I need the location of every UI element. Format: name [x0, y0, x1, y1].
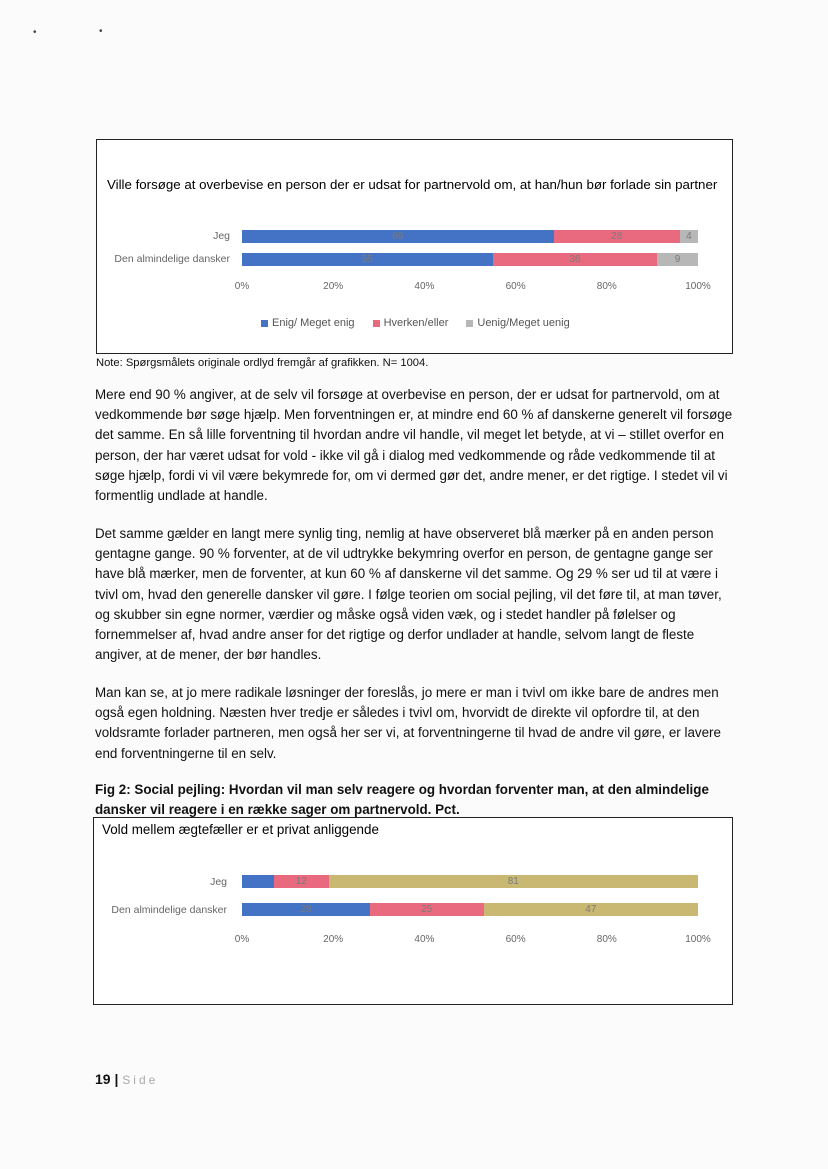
page-footer: [95, 1071, 158, 1087]
chart-1-note: Note: Spørgsmålets originale ordlyd fremgår af grafikken. N= 1004.: [96, 357, 429, 369]
page-word: Side: [122, 1073, 159, 1087]
body-paragraph: Man kan se, at jo mere radikale løsninger der foreslås, jo mere er man i tvivl om ikke bare de andres men også egen holdning. Næsten hver tredje er således i tvivl om, hvorvidt de direkte vil opfordre til, at den voldsramte forlader partneren, men også her ser vi, at forventningerne til hvad de andre vil gøre, er lavere end forventningerne til en selv.: [95, 685, 721, 761]
chart-2-category-label: Jeg: [210, 876, 227, 888]
chart-1-bar-row: [242, 230, 698, 243]
legend-swatch-grey: [466, 320, 473, 327]
footer-separator: |: [114, 1071, 119, 1087]
data-label: 12: [295, 876, 307, 887]
bar-segment: [484, 903, 698, 916]
chart-2-bar-row: [242, 875, 698, 888]
bar-segment: [554, 230, 680, 243]
bar-segment: [242, 230, 554, 243]
bar-segment: [657, 253, 698, 266]
chart-1-legend: [261, 317, 570, 329]
legend-label: Enig/ Meget enig: [272, 317, 355, 329]
data-label: 36: [569, 254, 581, 265]
x-tick-label: 0%: [234, 281, 250, 292]
bar-segment: [370, 903, 484, 916]
chart-1-category-label: Jeg: [213, 230, 230, 242]
x-tick-label: 20%: [323, 934, 344, 945]
bar-segment: [242, 875, 274, 888]
x-tick-label: 100%: [685, 934, 711, 945]
x-tick-label: 40%: [414, 934, 435, 945]
scan-mark: •: [33, 27, 37, 38]
data-label: 28: [611, 231, 623, 242]
x-tick-label: 0%: [234, 934, 250, 945]
body-paragraph: Mere end 90 % angiver, at de selv vil forsøge at overbevise en person, der er udsat for partnervold, om at vedkommende bør søge hjælp. Men forventningen er, at mindre end 60 % af danskerne generelt vil forsøge det samme. En så lille forventning til hvordan andre vil handle, vil meget let betyde, at vi – stillet overfor en person, der har været udsat for vold - ikke vil gå i dialog med vedkommende og råde vedkommende til at søge hjælp, fordi vi vil være bekymrede for, om vi dermed gør det, andre mener, er det rigtige. I stedet vil vi formentlig undlade at handle.: [95, 387, 733, 504]
page-number: 19: [95, 1071, 111, 1087]
data-label: 47: [585, 904, 597, 915]
chart-1-category-label: Den almindelige dansker: [114, 253, 230, 265]
bar-segment: [493, 253, 657, 266]
chart-1-title: Ville forsøge at overbevise en person der er udsat for partnervold om, at han/hun bør forlade sin partner: [107, 177, 718, 192]
x-tick-label: 20%: [323, 281, 344, 292]
data-label: 28: [300, 904, 312, 915]
data-label: 9: [674, 254, 681, 265]
x-tick-label: 80%: [596, 281, 617, 292]
data-label: 4: [686, 231, 692, 242]
chart-1-bar-row: [242, 253, 698, 266]
chart-1-frame: [96, 139, 733, 354]
bar-segment: [329, 875, 698, 888]
legend-label: Hverken/eller: [383, 317, 449, 329]
legend-item: [466, 317, 569, 329]
legend-swatch-blue: [261, 320, 268, 327]
bar-segment: [242, 903, 370, 916]
data-label: 69: [392, 231, 404, 242]
body-paragraph: Det samme gælder en langt mere synlig ting, nemlig at have observeret blå mærker på en anden person gentagne gange. 90 % forventer, at de vil udtrykke bekymring overfor en person, de gentagne gange ser have blå mærker, men de forventer, at kun 60 % af danskerne vil det samme. Og 29 % ser ud til at være i tvivl om, hvad den generelle dansker vil gøre. I følge teorien om social pejling, vil det føre til, at man tøver, og skubber sin egne normer, værdier og måske også viden væk, og i stedet handler på følelser og fornemmelser af, hvad andre anser for det rigtige og derfor undlader at handle, selvom langt de fleste angiver, at de mener, der bør handles.: [95, 526, 722, 663]
legend-item: [373, 317, 449, 329]
chart-2-category-label: Den almindelige dansker: [111, 904, 227, 916]
legend-label: Uenig/Meget uenig: [477, 317, 570, 329]
scan-mark: •: [99, 26, 103, 37]
bar-segment: [274, 875, 329, 888]
bar-segment: [242, 253, 493, 266]
x-tick-label: 60%: [505, 281, 526, 292]
bar-segment: [680, 230, 698, 243]
figure-caption: Fig 2: Social pejling: Hvordan vil man selv reagere og hvordan forventer man, at den almindelige dansker vil reagere i en række sager om partnervold. Pct.: [95, 782, 709, 817]
legend-swatch-red: [373, 320, 380, 327]
chart-2-frame: [93, 817, 733, 1005]
x-tick-label: 80%: [596, 934, 617, 945]
x-tick-label: 100%: [685, 281, 711, 292]
data-label: 25: [421, 904, 433, 915]
x-tick-label: 60%: [505, 934, 526, 945]
data-label: 55: [361, 254, 373, 265]
legend-item: [261, 317, 355, 329]
x-tick-label: 40%: [414, 281, 435, 292]
data-label: 81: [507, 876, 519, 887]
chart-2-bar-row: [242, 903, 698, 916]
chart-2-title: Vold mellem ægtefæller er et privat anliggende: [102, 822, 379, 837]
